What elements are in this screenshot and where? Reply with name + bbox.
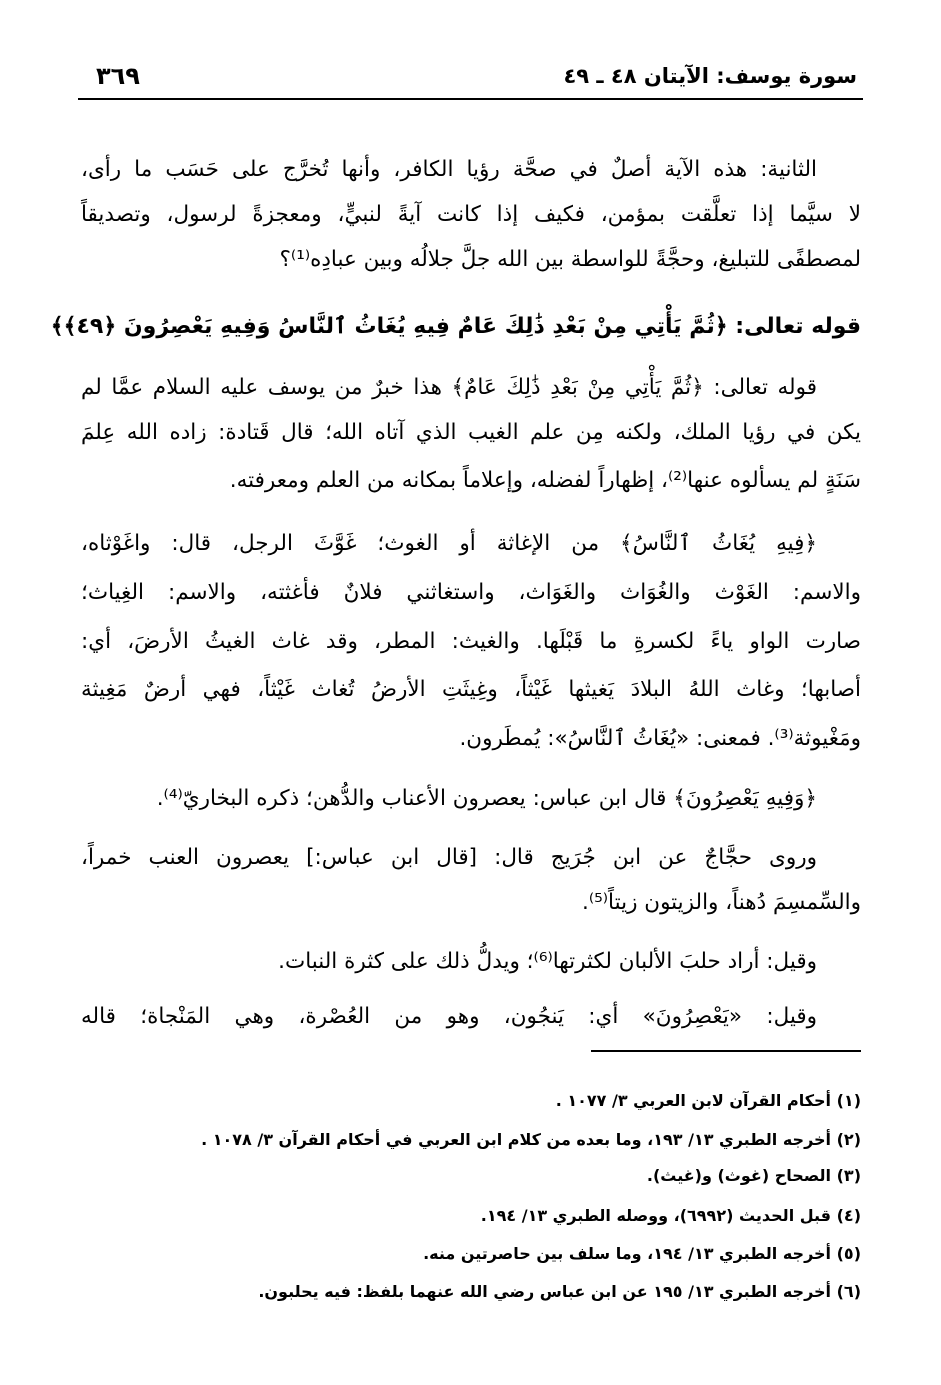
body-line: ﴿فِيهِ يُغَاثُ ٱلنَّاسُ﴾ من الإغاثة أو الغوث؛ غَوَّثَ الرجل، قال: واغَوْثاه، (81, 531, 817, 556)
footnote: (٥) أخرجه الطبري ١٣/ ١٩٤، وما سلف بين حاصرتين منه. (423, 1244, 861, 1263)
body-line: والسِّمسِمَ دُهناً، والزيتون زيتاً⁽⁵⁾. (582, 890, 861, 915)
footnote: (١) أحكام القرآن لابن العربي ٣/ ١٠٧٧ . (555, 1091, 861, 1110)
footnote: (٢) أخرجه الطبري ١٣/ ١٩٣، وما بعده من كلام ابن العربي في أحكام القرآن ٣/ ١٠٧٨ . (201, 1130, 861, 1149)
footnote: (٦) أخرجه الطبري ١٣/ ١٩٥ عن ابن عباس رضي الله عنهما بلفظ: فيه يحلبون. (258, 1282, 861, 1301)
page-number: ٣٦٩ (96, 62, 140, 90)
body-line: قوله تعالى: ﴿ثُمَّ يَأْتِي مِنْ بَعْدِ ذَٰلِكَ عَامٌ﴾ هذا خبرٌ من يوسف عليه السلام عمَّا لم (81, 375, 817, 400)
body-line: أصابها؛ وغاث اللهُ البلادَ يَغيثها غَيْثاً، وغِيثَتِ الأرضُ تُغاث غَيْثاً، فهي أرضٌ مَغِيثة (81, 677, 861, 702)
body-line: وقيل: «يَعْصِرُونَ» أي: يَنجُون، وهو من العُصْرة، وهي المَنْجاة؛ قاله (81, 1004, 817, 1029)
verse-heading: قوله تعالى: ﴿ثُمَّ يَأْتِي مِنْ بَعْدِ ذَٰلِكَ عَامٌ فِيهِ يُغَاثُ ٱلنَّاسُ وَفِيهِ يَعْصِرُونَ ﴿٤٩﴾﴾ (50, 314, 861, 339)
body-line: ﴿وَفِيهِ يَعْصِرُونَ﴾ قال ابن عباس: يعصرون الأعناب والدُّهن؛ ذكره البخاريّ⁽⁴⁾. (156, 786, 817, 811)
running-title: سورة يوسف: الآيتان ٤٨ ـ ٤٩ (563, 64, 857, 88)
footnote: (٤) قبل الحديث (٦٩٩٢)، ووصله الطبري ١٣/ ١٩٤. (480, 1206, 861, 1225)
body-line: الثانية: هذه الآية أصلٌ في صحَّة رؤيا الكافر، وأنها تُخرَّج على حَسَب ما رأى، (81, 157, 817, 182)
body-line: ومَغْيوثة⁽³⁾. فمعنى: «يُغَاثُ ٱلنَّاسُ»: يُمطَرون. (459, 726, 861, 751)
body-line: يكن في رؤيا الملك، ولكنه مِن علم الغيب الذي آتاه الله؛ قال قَتادة: زاده الله عِلمَ (81, 420, 861, 445)
body-line: سَنَةٍ لم يسألوه عنها⁽²⁾، إظهاراً لفضله، وإعلاماً بمكانه من العلم ومعرفته. (229, 468, 861, 493)
body-line: والاسم: الغَوْث والغُوَاث والغَوَاث، واستغاثني فلانٌ فأغثته، والاسم: الغِياث؛ (81, 580, 861, 605)
body-line: لمصطفًى للتبليغ، وحجَّةً للواسطة بين الله جلَّ جلالُه وبين عبادِه⁽¹⁾؟ (279, 247, 861, 272)
body-line: لا سيَّما إذا تعلَّقت بمؤمن، فكيف إذا كانت آيةً لنبيٍّ، ومعجزةً لرسول، وتصديقاً (81, 202, 861, 227)
body-line: وقيل: أراد حلبَ الألبان لكثرتها⁽⁶⁾؛ ويدلُّ ذلك على كثرة النبات. (278, 949, 817, 974)
body-line: وروى حجَّاجٌ عن ابن جُرَيج قال: [قال ابن عباس:] يعصرون العنب خمراً، (81, 845, 817, 870)
footnote: (٣) الصحاح (غوث) و(غيث). (646, 1166, 861, 1185)
footnote-separator (591, 1050, 861, 1052)
body-line: صارت الواو ياءً لكسرةِ ما قَبْلَها. والغيث: المطر، وقد غاث الغيثُ الأرضَ، أي: (81, 629, 861, 654)
page-header (78, 58, 863, 100)
